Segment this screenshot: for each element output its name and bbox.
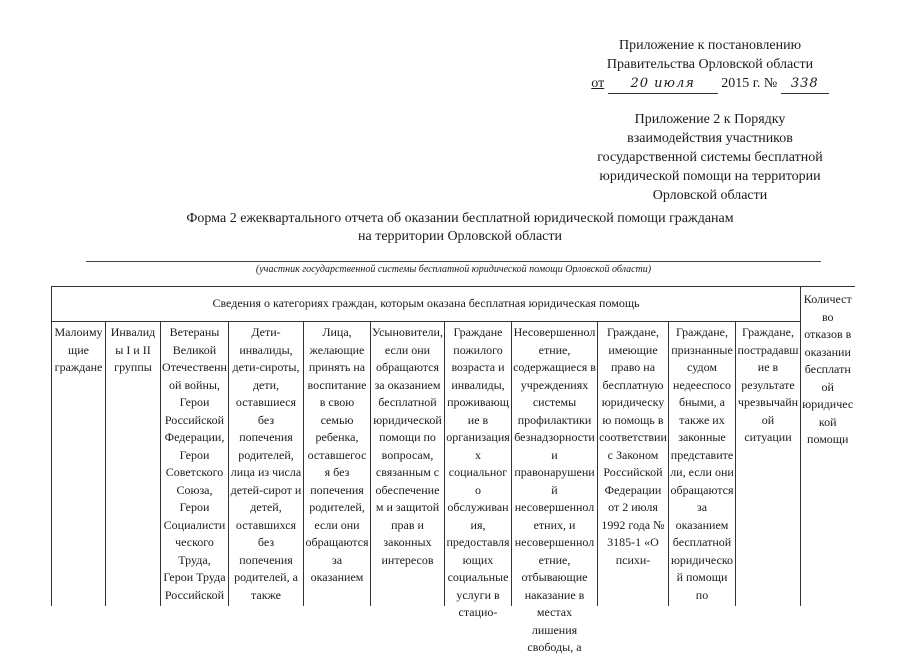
col-psychiatric xyxy=(598,322,669,607)
appendix-block xyxy=(560,110,860,205)
form-title-line-1: Форма 2 ежеквартального отчета об оказании бесплатной юридической помощи гражданам xyxy=(186,211,734,226)
handwritten-date: 20 июля xyxy=(608,74,718,94)
appendix-line-2: взаимодействия участников xyxy=(627,131,793,146)
col-elderly xyxy=(445,322,512,619)
appendix-line-1: Приложение 2 к Порядку xyxy=(634,112,786,127)
categories-group-header: Сведения о категориях граждан, которым оказана бесплатная юридическая помощь xyxy=(52,287,801,322)
appendix-line-4: юридической помощи на территории xyxy=(599,169,821,184)
col-adopters xyxy=(371,322,445,607)
col-psychiatric-text: Граждане, имеющие право на бесплатную юридическую помощь в соответствии с Законом Российской Федерации от 2 июля 1992 года № 3185-1 «О психи- xyxy=(599,325,667,567)
col-disabled-groups-text: Инвалиды I и II группы xyxy=(110,325,156,374)
col-veterans-text: Ветераны Великой Отечественной войны, Герои Российской Федерации, Герои Советского Союза, Герои Социалистического Труда, Герои Труда Российской xyxy=(162,325,227,602)
col-foster-candidates-text: Лица, желающие принять на воспитание в свою семью ребенка, оставшегося без попечения родителей, если они обращаются за оказанием xyxy=(305,325,369,584)
col-adopters-text: Усыновители, если они обращаются за оказанием бесплатной юридической помощи по вопросам, связанным с обеспечением и защитой прав и законных интересов xyxy=(372,325,443,567)
col-incapacitated-text: Граждане, признанные судом недееспособными, а также их законные представители, если они обращаются за оказанием бесплатной юридической помощи по xyxy=(670,325,734,602)
participant-line xyxy=(86,261,821,262)
appendix-line-3: государственной системы бесплатной xyxy=(597,150,823,165)
appendix-line-5: Орловской области xyxy=(652,188,768,203)
col-elderly-text: Граждане пожилого возраста и инвалиды, проживающие в организациях социального обслуживания, предоставляющих социальные услуги в стацио- xyxy=(446,325,510,619)
resolution-header xyxy=(560,36,860,94)
col-low-income xyxy=(52,322,106,607)
form-title xyxy=(110,210,810,246)
handwritten-number: 338 xyxy=(781,74,829,94)
col-emergency-victims xyxy=(736,322,801,607)
col-children xyxy=(229,322,304,607)
header-line-1: Приложение к постановлению xyxy=(618,38,802,53)
col-veterans xyxy=(161,322,229,607)
refusals-header xyxy=(801,287,855,607)
date-prefix: от xyxy=(591,76,605,91)
form-title-line-2: на территории Орловской области xyxy=(358,229,562,244)
col-disabled-groups xyxy=(106,322,161,607)
col-low-income-text: Малоимущие граждане xyxy=(54,325,103,374)
header-line-2: Правительства Орловской области xyxy=(606,57,814,72)
col-incapacitated xyxy=(669,322,736,607)
col-emergency-victims-text: Граждане, пострадавшие в результате чрезвычайной ситуации xyxy=(737,325,799,444)
col-foster-candidates xyxy=(304,322,371,607)
col-minors-text: Несовершеннолетние, содержащиеся в учреждениях системы профилактики безнадзорности и правонарушений несовершеннолетних, и несовершеннолетние, отбывающие наказание в местах лишения свободы, а xyxy=(513,325,596,654)
col-minors xyxy=(512,322,598,654)
participant-caption: (участник государственной системы бесплатной юридической помощи Орловской области) xyxy=(255,264,652,275)
refusals-header-text: Количество отказов в оказании бесплатной юридической помощи xyxy=(802,292,854,446)
header-date-line xyxy=(560,74,860,94)
date-year: 2015 г. № xyxy=(721,76,778,91)
col-children-text: Дети-инвалиды, дети-сироты, дети, оставшиеся без попечения родителей, лица из числа детей-сирот и детей, оставшихся без попечения родителей, а также xyxy=(230,325,302,602)
categories-table xyxy=(51,286,855,654)
